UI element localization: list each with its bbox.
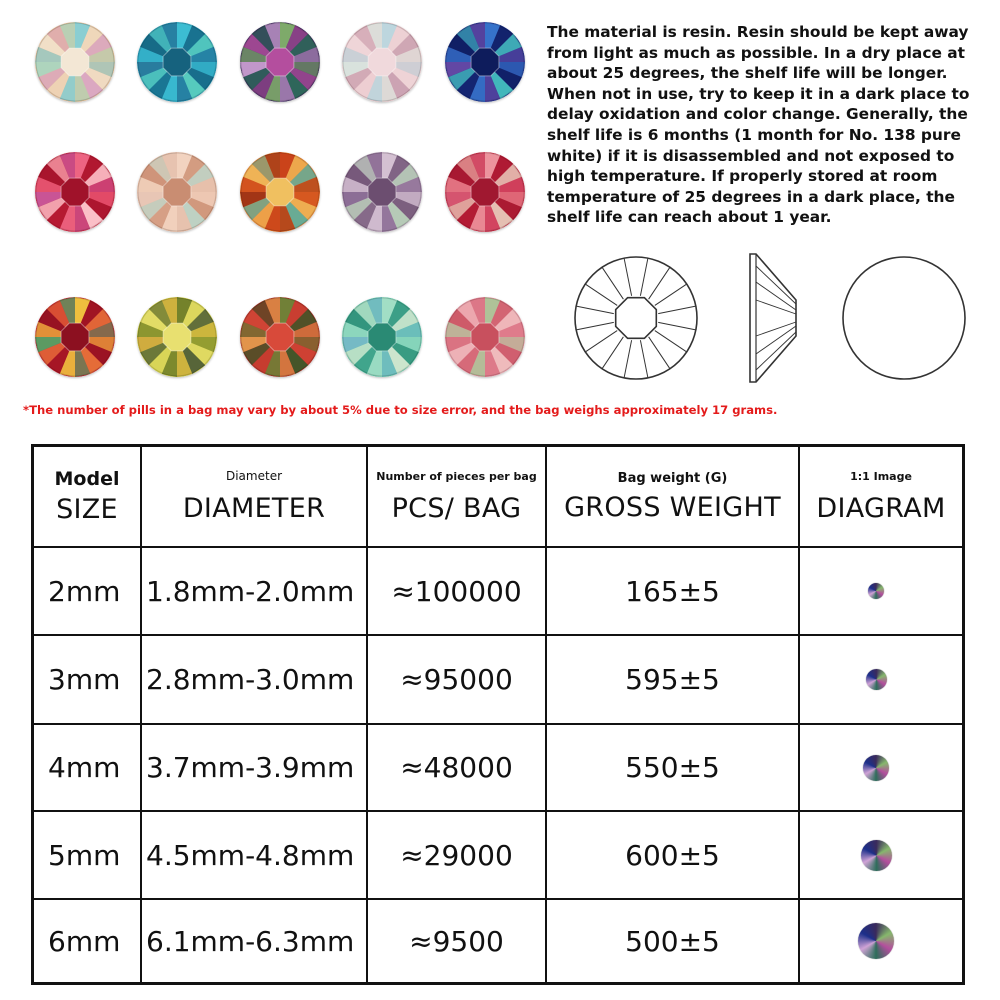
cell-diameter	[142, 812, 368, 898]
cell-pcs-value: ≈95000	[400, 663, 513, 696]
rhinestone-top-view-diagram	[572, 254, 700, 382]
table-row	[34, 812, 962, 900]
spec-table	[31, 444, 965, 985]
header-pcs-small: Number of pieces per bag	[376, 469, 537, 483]
cell-weight	[547, 548, 800, 634]
cell-size-value: 5mm	[48, 838, 121, 872]
cell-diagram	[800, 812, 962, 898]
cell-diameter-value: 1.8mm-2.0mm	[146, 574, 355, 608]
header-size-big: SIZE	[56, 494, 118, 525]
cell-weight	[547, 636, 800, 723]
cell-pcs	[368, 548, 547, 634]
cell-diagram	[800, 548, 962, 634]
table-row	[34, 548, 962, 636]
cell-pcs	[368, 900, 547, 982]
header-diagram-big: DIAGRAM	[816, 492, 946, 524]
rhinestone-back-view-diagram	[840, 254, 968, 382]
cell-size	[34, 900, 142, 982]
material-description: The material is resin. Resin should be kept away from light as much as possible. In a dry place at about 25 degrees, the shelf life will be longer. When not in use, try to keep it in a dark place to delay oxidation and color change. Generally, the shelf life is 6 months (1 month for No. 138 pure white) if it is disassembled and not exposed to high temperature. If properly stored at room temperature of 25 degrees in a dark place, the shelf life can reach about 1 year.	[547, 23, 970, 227]
cell-diagram	[800, 725, 962, 810]
cell-size	[34, 812, 142, 898]
cell-diagram	[800, 900, 962, 982]
header-diagram-small: 1:1 Image	[850, 469, 912, 483]
gem-teal-blue-swatch	[137, 22, 217, 102]
cell-weight	[547, 812, 800, 898]
gem-mauve-swatch	[342, 152, 422, 232]
gem-yellow-green-swatch	[137, 297, 217, 377]
header-diameter-small: Diameter	[225, 469, 283, 483]
gem-pink-green-swatch	[445, 297, 525, 377]
cell-weight-value: 600±5	[625, 838, 720, 872]
gem-color-grid	[0, 0, 545, 400]
cell-weight-value: 595±5	[625, 663, 720, 696]
gem-rainbow-light-swatch	[35, 22, 115, 102]
gem-sapphire-swatch	[445, 22, 525, 102]
cell-pcs-value: ≈9500	[409, 924, 504, 958]
gem-peach-swatch	[137, 152, 217, 232]
cell-pcs	[368, 636, 547, 723]
actual-size-gem-icon	[858, 923, 894, 959]
cell-weight-value: 550±5	[625, 751, 720, 784]
gem-red-rainbow-swatch	[35, 152, 115, 232]
gem-orange-rainbow-swatch	[240, 152, 320, 232]
cell-pcs-value: ≈48000	[400, 751, 513, 784]
table-row	[34, 636, 962, 725]
actual-size-gem-icon	[861, 840, 892, 871]
gem-crimson-rainbow-swatch	[445, 152, 525, 232]
cell-size-value: 2mm	[48, 574, 121, 608]
cell-pcs-value: ≈29000	[400, 838, 513, 872]
cell-weight-value: 165±5	[625, 574, 720, 608]
cell-diameter-value: 4.5mm-4.8mm	[146, 838, 355, 872]
cell-pcs	[368, 725, 547, 810]
cell-size-value: 4mm	[48, 751, 121, 784]
actual-size-gem-icon	[866, 669, 887, 690]
cell-diameter-value: 3.7mm-3.9mm	[146, 751, 355, 784]
cell-diameter	[142, 548, 368, 634]
rhinestone-side-view-diagram	[742, 252, 800, 384]
header-size	[34, 447, 142, 546]
header-weight	[547, 447, 800, 546]
cell-size-value: 6mm	[48, 924, 121, 958]
table-row	[34, 725, 962, 812]
cell-diameter-value: 6.1mm-6.3mm	[146, 924, 355, 958]
gem-red-yellow-swatch	[35, 297, 115, 377]
header-weight-big: GROSS WEIGHT	[564, 491, 781, 523]
cell-weight	[547, 900, 800, 982]
header-diameter-big: DIAMETER	[182, 493, 326, 524]
cell-diagram	[800, 636, 962, 723]
cell-pcs	[368, 812, 547, 898]
gem-purple-green-swatch	[240, 22, 320, 102]
header-weight-small: Bag weight (G)	[617, 470, 728, 486]
gem-olive-red-swatch	[240, 297, 320, 377]
header-diameter	[142, 447, 368, 546]
cell-diameter	[142, 725, 368, 810]
table-row	[34, 900, 962, 982]
cell-size-value: 3mm	[48, 663, 121, 696]
bag-variance-note: *The number of pills in a bag may vary by about 5% due to size error, and the bag weighs approximately 17 grams.	[23, 403, 778, 417]
gem-pink-light-swatch	[342, 22, 422, 102]
header-pcs	[368, 447, 547, 546]
cell-size	[34, 548, 142, 634]
cell-diameter	[142, 636, 368, 723]
header-diagram	[800, 447, 962, 546]
actual-size-gem-icon	[863, 755, 889, 781]
cell-diameter	[142, 900, 368, 982]
gem-aqua-green-swatch	[342, 297, 422, 377]
cell-pcs-value: ≈100000	[391, 574, 522, 608]
header-size-small: Model	[54, 468, 120, 490]
header-pcs-big: PCS/ BAG	[391, 492, 522, 524]
table-header-row	[34, 447, 962, 548]
cell-size	[34, 636, 142, 723]
cell-weight-value: 500±5	[625, 924, 720, 958]
cell-size	[34, 725, 142, 810]
cell-diameter-value: 2.8mm-3.0mm	[146, 663, 355, 696]
actual-size-gem-icon	[868, 583, 884, 599]
cell-weight	[547, 725, 800, 810]
